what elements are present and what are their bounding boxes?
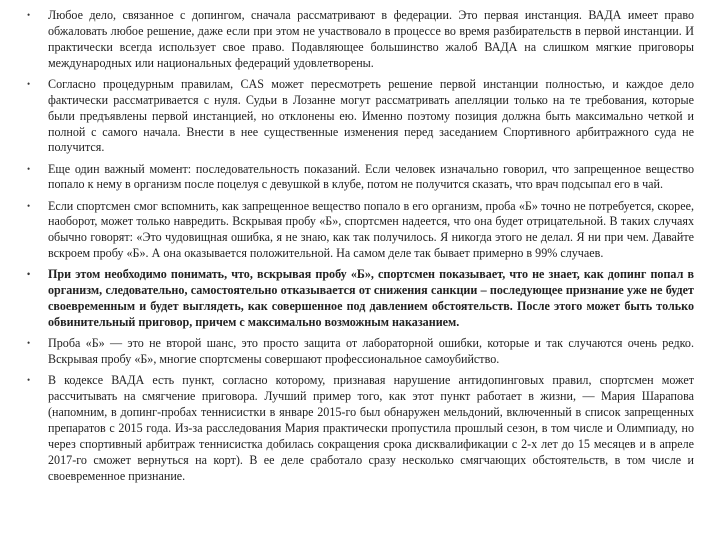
bullet-icon: •: [27, 338, 31, 349]
bullet-icon: •: [27, 78, 31, 89]
bullet-icon: •: [27, 269, 31, 280]
list-item: [27, 161, 694, 194]
list-item: [27, 198, 694, 263]
list-item: [27, 76, 694, 157]
bullet-icon: •: [27, 375, 31, 386]
list-item-emphasis: [27, 267, 694, 331]
bullet-list: [0, 8, 694, 485]
bullet-icon: •: [27, 10, 31, 20]
bullet-icon: •: [27, 163, 31, 174]
list-item-text: Проба «Б» — это не второй шанс, это просто защита от лабораторной ошибки, которые и так случаются очень редко. Вскрывая пробу «Б», многие спортсмены совершают профессиональное самоубийство.: [48, 336, 694, 367]
list-item-text: Если спортсмен смог вспомнить, как запрещенное вещество попало в его организм, проба «Б» точно не потребуется, скорее, наоборот, может только навредить. Вскрывая пробу «Б», спортсмен надеется, что она будет отрицательной. В таких случаях обычно говорят: «Это чудовищная ошибка, я не знаю, как так получилось. Я никогда этого не делал. Я ни при чем. Давайте вскроем пробу «Б». А она оказывается положительной. На самом деле так бывает примерно в 99% случаев.: [48, 198, 694, 261]
list-item-text: Любое дело, связанное с допингом, сначала рассматривают в федерации. Это первая инстанция. ВАДА имеет право обжаловать любое решение, даже если при этом не участвовало в процессе во время разбирательств в первой инстанции. И практически всегда использует свое право. Подавляющее большинство жалоб ВАДА на слишком мягкие приговоры международных или национальных федераций удовлетворены.: [48, 8, 694, 70]
list-item-text: Согласно процедурным правилам, CAS может пересмотреть решение первой инстанции полностью, и каждое дело фактически рассматривается с нуля. Судьи в Лозанне могут рассматривать апелляции только на те требования, которые были предъявлены первой инстанцией, но отклонены ею. Именно поэтому позиция должна быть максимально четкой и полной с самого начала. Внести в нее существенные изменения перед заседанием Спортивного арбитражного суда не получится.: [48, 76, 694, 155]
list-item: [27, 336, 694, 368]
list-item: [27, 8, 694, 72]
list-item-text: При этом необходимо понимать, что, вскрывая пробу «Б», спортсмен показывает, что не знает, как допинг попал в организм, следовательно, самостоятельно отказывается от снижения санкции – последующее признание уже не будет своевременным и будет выглядеть, как совершенное под давлением обстоятельств. После этого может быть только обвинительный приговор, причем с максимально возможным наказанием.: [48, 267, 694, 330]
list-item-text: Еще один важный момент: последовательность показаний. Если человек изначально говорил, что запрещенное вещество попало к нему в организм после поцелуя с девушкой в клубе, потом не получится сказать, что врач подсыпал его в чай.: [48, 161, 694, 192]
list-item: [27, 373, 694, 484]
list-item-text: В кодексе ВАДА есть пункт, согласно которому, признавая нарушение антидопинговых правил, спортсмен может рассчитывать на смягчение приговора. Лучший пример того, как этот пункт работает в жизни, — Мария Шарапова (напомним, в допинг-пробах теннисистки в январе 2015-го был обнаружен мельдоний, включенный в список запрещенных препаратов с 2015 года. Из-за расследования Мария практически пропустила прошлый сезон, в том числе и Олимпиаду, но через спортивный арбитраж теннисистка добилась сокращения срока дисквалификации с 2-х лет до 15 месяцев и в апреле 2017-го сможет вернуться на корт). В ее деле сработало сразу несколько смягчающих обстоятельств, в том числе и своевременное признание.: [48, 373, 694, 483]
bullet-icon: •: [27, 200, 31, 211]
